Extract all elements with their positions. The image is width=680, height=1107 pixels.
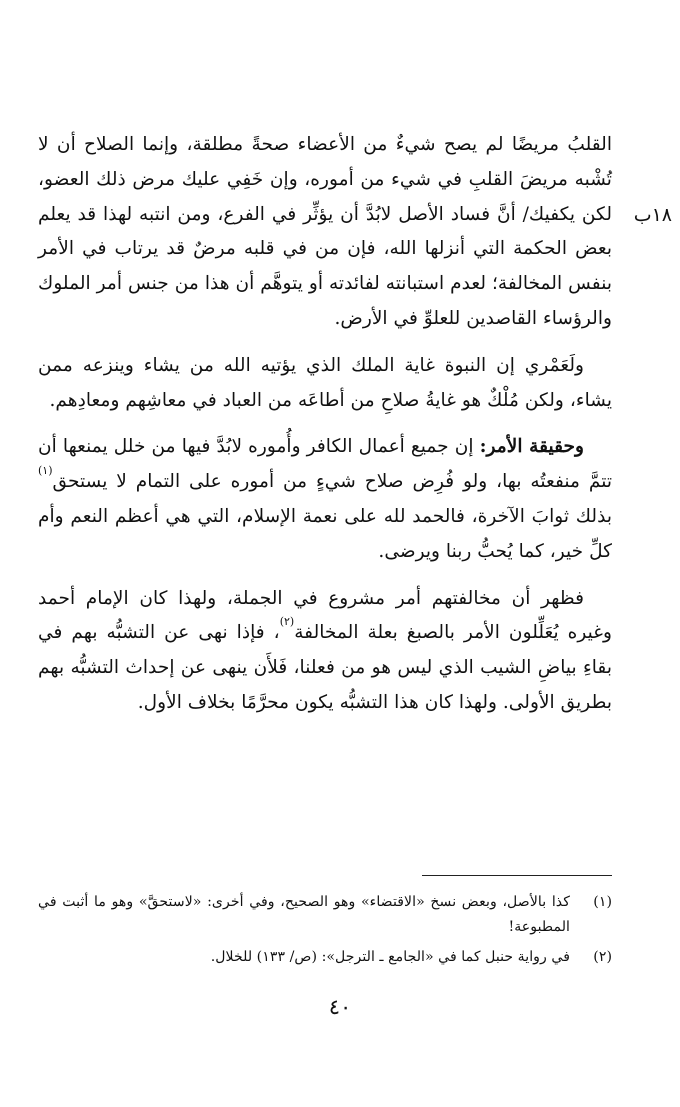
footnote-reference-2[interactable]: (٢): [279, 615, 295, 629]
main-text: [38, 128, 612, 721]
footnote-number: (٢): [593, 949, 612, 965]
footnote-text: كذا بالأصل، وبعض نسخ «الاقتضاء» وهو الصحيح، وفي أخرى: «لاستحقَّ» وهو ما أثبت في المطبوعة!: [38, 894, 570, 935]
footnote-2: [38, 945, 612, 970]
paragraph-4: [38, 582, 612, 721]
paragraph-lead-heading: وحقيقة الأمر:: [479, 436, 584, 458]
footnote-reference-1[interactable]: (١): [38, 463, 53, 477]
footnote-1: [38, 890, 612, 940]
page-number: ٤٠: [328, 995, 352, 1019]
footnote-separator: [422, 875, 612, 876]
footnote-text: في رواية حنبل كما في «الجامع ـ الترجل»: (ص/ ١٣٣) للخلال.: [210, 949, 570, 965]
paragraph-2: ولَعَمْري إن النبوة غاية الملك الذي يؤتيه الله من يشاء وينزعه ممن يشاء، ولكن مُلْكٌ هو غايةُ صلاحِ من أطاعَه من العباد في معاشِهم ومعادِهم.: [38, 354, 612, 411]
paragraph-text: بذلك ثوابَ الآخرة، فالحمد لله على نعمة الإسلام، التي هي أعظم النعم وأم كلِّ خير، كما يُحبُّ ربنا ويرضى.: [38, 505, 612, 562]
manuscript-folio-marker: ١٨ب: [633, 204, 672, 226]
paragraph-text: ، فإذا نهى عن التشبُّه بهم في بقاءِ بياضِ الشيب الذي ليس هو من فعلنا، فَلأَن ينهى عن إحداث التشبُّه بهم بطريق الأولى. ولهذا كان هذا التشبُّه يكون محرَّمًا بخلاف الأول.: [38, 622, 612, 713]
footnotes: [38, 890, 612, 975]
paragraph-1: القلبُ مريضًا لم يصح شيءٌ من الأعضاء صحةً مطلقة، وإنما الصلاح أن لا تُشْبه مريضَ القلبِ في شيء من أموره، وإن خَفِي عليك مرض ذلك العضو، لكن يكفيك/ أنَّ فساد الأصل لابُدَّ أن يؤثِّر في الفرع، ومن انتبه لهذا قد يعلم بعض الحكمة التي أنزلها الله، فإن من في قلبه مرضٌ قد يرتاب في الأمر بنفس المخالفة؛ لعدم استبانته لفائدته أو يتوهَّم أن هذا من جنس أمر الملوك والرؤساء القاصدين للعلوِّ في الأرض.: [38, 134, 612, 329]
footnote-number: (١): [593, 894, 612, 910]
paragraph-text: إن جميع أعمال الكافر وأُموره لابُدَّ فيها من خلل يمنعها أن تتمَّ منفعتُه بها، ولو فُرِض صلاح شيءٍ من أموره على التمام لا يستحق: [38, 436, 612, 493]
paragraph-text: فظهر أن مخالفتهم أمر مشروع في الجملة، ولهذا كان الإمام أحمد وغيره يُعَلِّلون الأمر بالصبغ بعلة المخالفة: [38, 587, 612, 644]
paragraph-3: [38, 430, 612, 569]
